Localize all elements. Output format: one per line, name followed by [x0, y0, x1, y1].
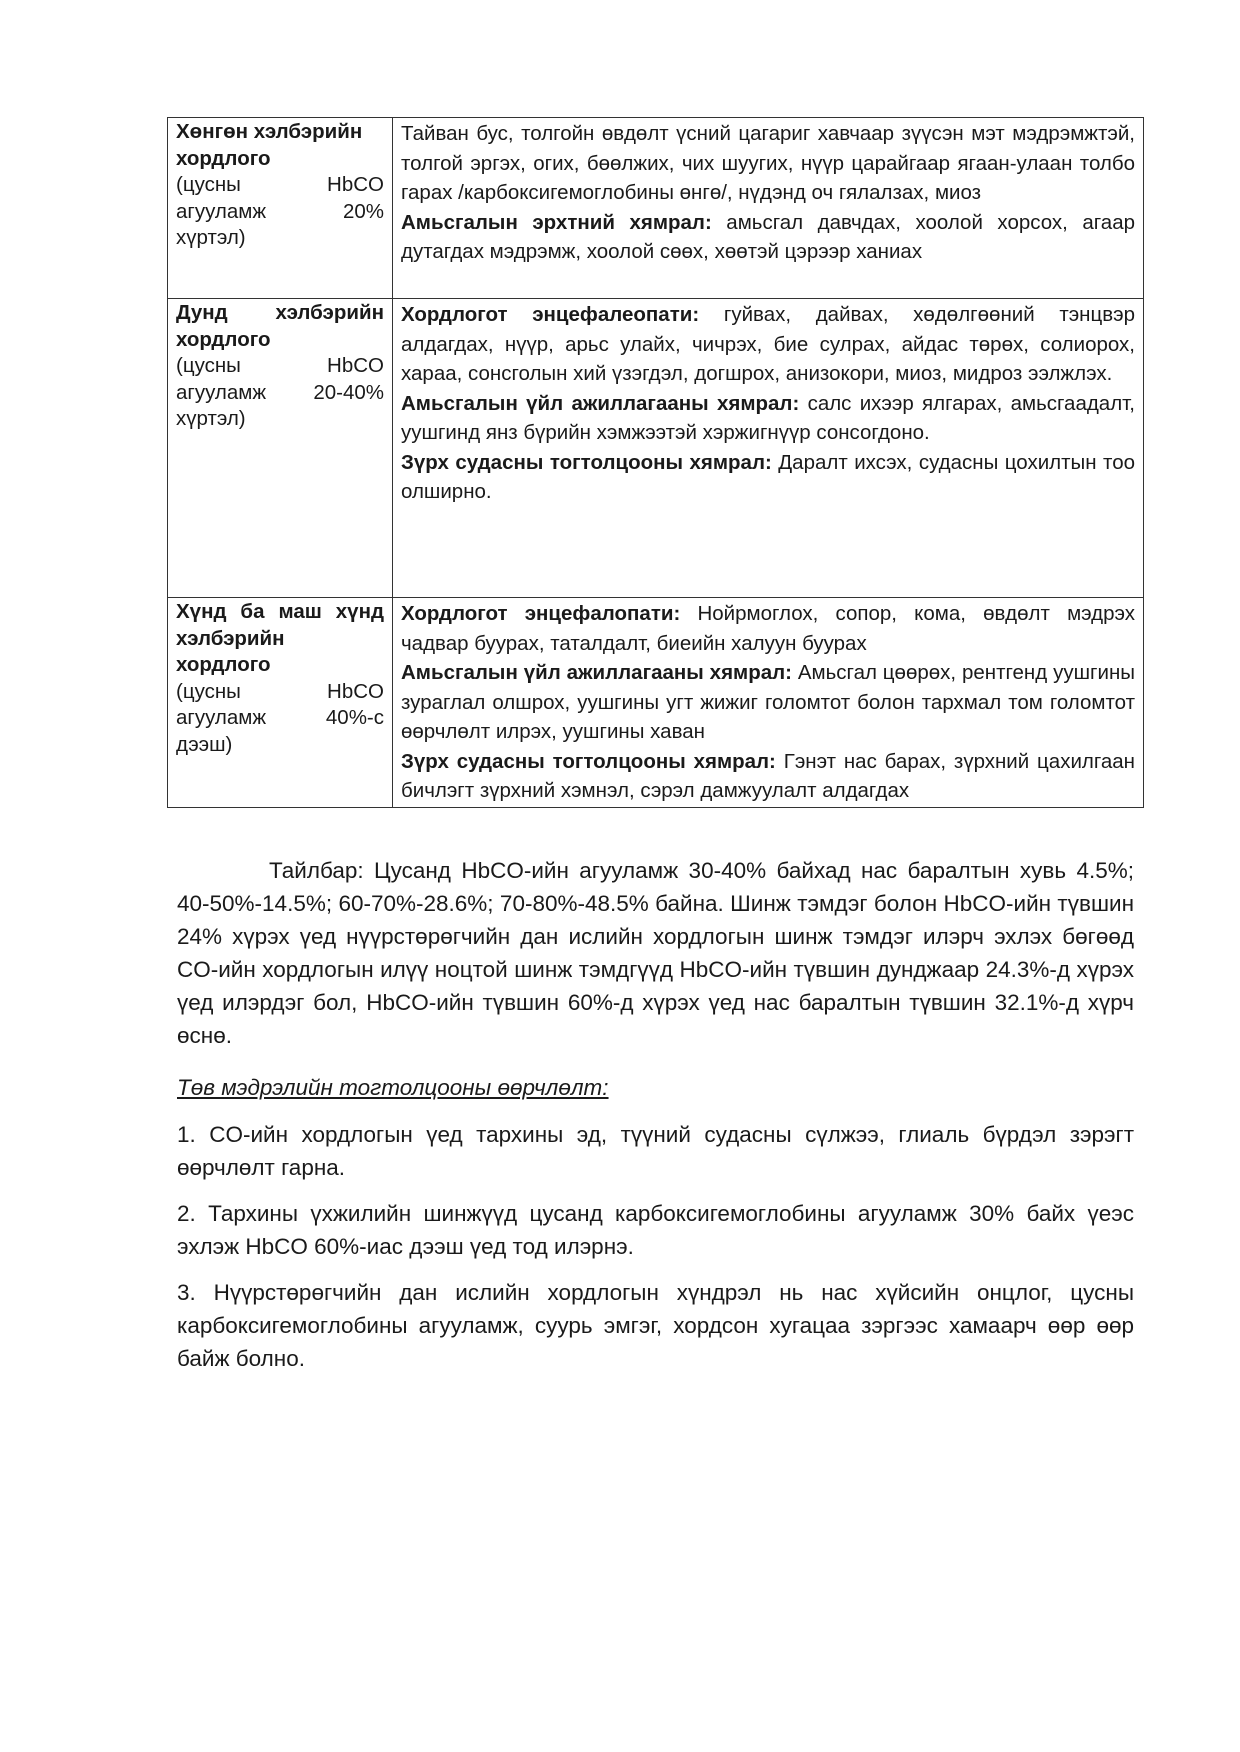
- table-row: [168, 598, 1144, 808]
- description-paragraph: Хордлогот энцефалопати: Нойрмоглох, сопор, кома, өвдөлт мэдрэх чадвар буурах, таталдалт, биеийн халуун буурах: [401, 602, 1136, 655]
- table-row: [168, 118, 1144, 299]
- description-paragraph: Тайван бус, толгойн өвдөлт үсний цагариг хавчаар зүүсэн мэт мэдрэмжтэй, толгой эргэх, огих, бөөлжих, чих шуугих, нүүр царайгаар ягаан-улаан толбо гарах /карбоксигемоглобины өнгө/, нүдэнд оч гялалзах, миоз: [401, 122, 1135, 204]
- severity-title-cont: хордлого: [176, 146, 271, 170]
- description-paragraph: Амьсгалын эрхтний хямрал: амьсгал давчдах, хоолой хорсох, агаар дутагдах мэдрэмж, хоолой сөөх, хөөтэй цэрээр ханиах: [401, 210, 1135, 263]
- severity-title-cont: хордлого: [176, 653, 271, 676]
- severity-cell: Дунд хэлбэрийн хордлого (цусны HbCO агууламж 20-40% хүртэл): [168, 299, 393, 598]
- severity-title: Хүнд ба маш хүнд: [176, 600, 384, 623]
- severity-title-cont: хордлого: [176, 327, 271, 351]
- severity-table: [167, 117, 1144, 808]
- list-item: 2. Тархины үхжилийн шинжүүд цусанд карбоксигемоглобины агууламж 30% байх үеэс эхлэж HbCO 60%-иас дээш үед тод илэрнэ.: [177, 1201, 1134, 1259]
- severity-title: Дунд хэлбэрийн: [176, 301, 384, 324]
- description-paragraph: Зүрх судасны тогтолцооны хямрал: Гэнэт нас барах, зүрхний цахилгаан бичлэгт зүрхний хэмнэл, сэрэл дамжуулалт алдагдах: [401, 749, 1136, 802]
- severity-title: Хөнгөн хэлбэрийн: [176, 120, 363, 143]
- description-cell: [393, 598, 1144, 808]
- description-paragraph: Амьсгалын үйл ажиллагааны хямрал: салс ихээр ялгарах, амьсгаадалт, уушгинд янз бүрийн хэмжээтэй хэржигнүүр сонсогдоно.: [401, 391, 1135, 444]
- description-paragraph: Амьсгалын үйл ажиллагааны хямрал: Амьсгал цөөрөх, рентгенд уушгины зураглал олшрох, уушгины угт жижиг голомтот болон тархмал том голомтот өөрчлөлт илрэх, уушгины хаван: [401, 661, 1135, 743]
- list-item: 1. CO-ийн хордлогын үед тархины эд, түүний судасны сүлжээ, глиаль бүрдэл зэрэгт өөрчлөлт гарна.: [177, 1122, 1134, 1180]
- description-cell: [393, 118, 1144, 299]
- description-paragraph: Хордлогот энцефалеопати: гуйвах, дайвах, хөдөлгөөний тэнцвэр алдагдах, нүүр, арьс улайх, чичрэх, бие сулрах, айдас төрөх, солиорох, хараа, сонсголын хий үзэгдэл, догшрох, анизокори, миоз, мидроз ээлжлэх.: [401, 303, 1135, 385]
- note-paragraph: Тайлбар: Цусанд HbCO-ийн агууламж 30-40% байхад нас баралтын хувь 4.5%; 40-50%-14.5%; 60-70%-28.6%; 70-80%-48.5% байна. Шинж тэмдэг болон HbCO-ийн түвшин 24% хүрэх үед нүүрстөрөгчийн дан ислийн хордлогын шинж тэмдэг илэрч эхлэх бөгөөд CO-ийн хордлогын илүү ноцтой шинж тэмдгүүд HbCO-ийн түвшин дунджаар 24.3%-д хүрэх үед илэрдэг бол, HbCO-ийн түвшин 60%-д хүрэх үед нас баралтын түвшин 32.1%-д хүрч өснө.: [177, 858, 1134, 1048]
- severity-cell: Хөнгөн хэлбэрийн хордлого (цусны HbCO агууламж 20% хүртэл): [168, 118, 393, 299]
- list-item: 3. Нүүрстөрөгчийн дан ислийн хордлогын хүндрэл нь нас хүйсийн онцлог, цусны карбоксигемоглобины агууламж, суурь эмгэг, хордсон хугацаа зэргээс хамаарч өөр өөр байж болно.: [177, 1280, 1134, 1371]
- table-row: [168, 299, 1144, 598]
- section-heading: Төв мэдрэлийн тогтолцооны өөрчлөлт:: [177, 1075, 609, 1100]
- severity-cell: Хүнд ба маш хүнд хэлбэрийн хордлого (цусны HbCO агууламж 40%-с дээш): [168, 598, 393, 808]
- severity-detail: (цусны HbCO: [176, 173, 384, 196]
- severity-title-cont: хэлбэрийн: [176, 626, 285, 650]
- description-cell: [393, 299, 1144, 598]
- severity-detail: (цусны HbCO: [176, 679, 384, 703]
- severity-detail: (цусны HbCO: [176, 354, 384, 377]
- description-paragraph: Зүрх судасны тогтолцооны хямрал: Даралт ихсэх, судасны цохилтын тоо олширно.: [401, 450, 1136, 503]
